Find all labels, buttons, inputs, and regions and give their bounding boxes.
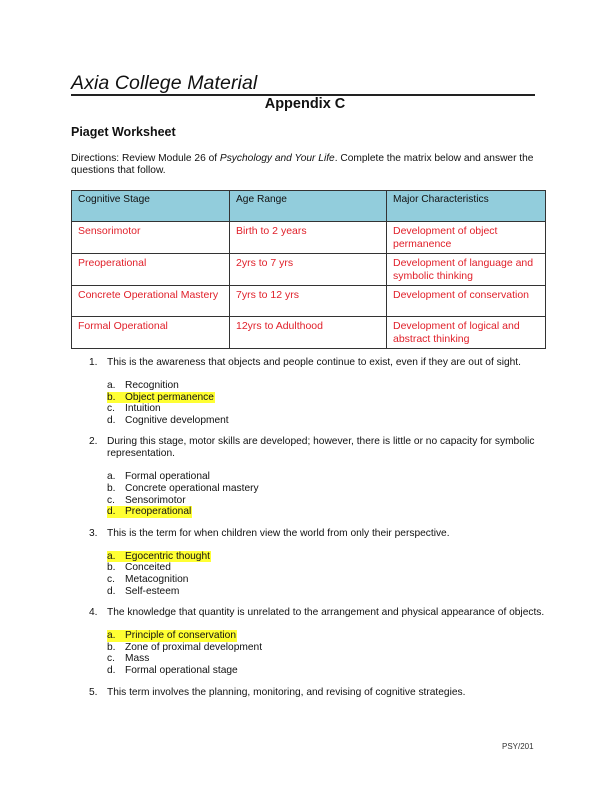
option-letter: d.	[107, 414, 116, 426]
question-prompt	[89, 357, 549, 369]
answer-option	[107, 642, 549, 654]
answer-option	[107, 380, 549, 392]
highlight-mark	[107, 392, 215, 404]
option-text: Intuition	[125, 403, 161, 415]
option-content	[107, 665, 238, 677]
question-text: This is the term for when children view the world from only their perspective.	[107, 527, 450, 539]
cell-major-characteristics: Development of logical and abstract thinking	[387, 317, 546, 349]
answer-option	[107, 653, 549, 665]
option-letter: a.	[107, 380, 116, 391]
option-content	[107, 586, 179, 598]
question-text: This is the awareness that objects and people continue to exist, even if they are out of sight.	[107, 357, 521, 368]
option-content	[107, 403, 161, 415]
option-letter: b.	[107, 562, 116, 574]
option-text: Principle of conservation	[125, 630, 236, 642]
option-text: Preoperational	[125, 506, 192, 518]
answer-option	[107, 471, 549, 483]
question-number: 5.	[89, 686, 98, 698]
option-content	[107, 415, 229, 427]
cell-age-range: Birth to 2 years	[230, 222, 387, 254]
option-text: Formal operational	[125, 471, 210, 483]
option-content	[107, 574, 188, 586]
course-code: PSY/201	[502, 742, 534, 751]
answer-options	[107, 380, 549, 426]
worksheet-title: Piaget Worksheet	[71, 125, 176, 139]
directions-suffix: . Complete the matrix below and answer the questions that follow.	[71, 153, 534, 176]
highlight-mark	[107, 630, 237, 642]
question-list	[89, 357, 549, 709]
answer-options	[107, 630, 549, 676]
answer-option	[107, 403, 549, 415]
cell-age-range: 7yrs to 12 yrs	[230, 286, 387, 317]
cell-age-range: 2yrs to 7 yrs	[230, 254, 387, 286]
option-text: Zone of proximal development	[125, 641, 263, 653]
option-content	[107, 483, 259, 495]
question-item	[89, 436, 549, 517]
option-content	[107, 653, 149, 665]
option-text: Recognition	[125, 380, 179, 391]
option-letter: d.	[107, 585, 116, 597]
option-content	[107, 380, 179, 392]
question-item	[89, 357, 549, 426]
header-cognitive-stage: Cognitive Stage	[72, 191, 230, 222]
option-letter: b.	[107, 482, 116, 494]
table-row	[72, 254, 546, 286]
option-text: Conceited	[125, 562, 171, 574]
answer-option	[107, 574, 549, 586]
option-text: Concrete operational mastery	[125, 482, 259, 494]
header-age-range: Age Range	[230, 191, 387, 222]
answer-option	[107, 483, 549, 495]
option-text: Formal operational stage	[125, 664, 238, 676]
cell-major-characteristics: Development of conservation	[387, 286, 546, 317]
table-row	[72, 222, 546, 254]
answer-options	[107, 471, 549, 517]
answer-option	[107, 415, 549, 427]
question-number: 4.	[89, 607, 98, 619]
cell-major-characteristics: Development of object permanence	[387, 222, 546, 254]
answer-option	[107, 562, 549, 574]
directions-text	[71, 153, 541, 177]
cell-cognitive-stage: Sensorimotor	[72, 222, 230, 254]
cell-major-characteristics: Development of language and symbolic thinking	[387, 254, 546, 286]
option-letter: d.	[107, 506, 116, 518]
option-letter: c.	[107, 403, 115, 415]
option-content	[107, 642, 262, 654]
option-text: Mass	[125, 653, 150, 665]
option-letter: b.	[107, 391, 116, 403]
question-prompt	[89, 607, 549, 619]
cell-age-range: 12yrs to Adulthood	[230, 317, 387, 349]
option-text: Self-esteem	[125, 585, 180, 597]
question-text: The knowledge that quantity is unrelated to the arrangement and physical appearance of objects.	[107, 607, 545, 619]
answer-option-selected	[107, 551, 549, 563]
answer-option-selected	[107, 506, 549, 518]
book-title: Psychology and Your Life	[219, 153, 335, 164]
question-item	[89, 687, 549, 699]
cell-cognitive-stage: Formal Operational	[72, 317, 230, 349]
option-letter: c.	[107, 573, 115, 585]
cell-cognitive-stage: Concrete Operational Mastery	[72, 286, 230, 317]
option-text: Metacognition	[125, 573, 189, 585]
piaget-matrix-table	[71, 190, 546, 349]
cell-cognitive-stage: Preoperational	[72, 254, 230, 286]
table-header-row	[72, 191, 546, 222]
answer-option-selected	[107, 630, 549, 642]
highlight-mark	[107, 506, 192, 518]
option-content	[107, 471, 210, 483]
appendix-title	[0, 96, 606, 112]
question-prompt	[89, 528, 549, 540]
answer-option-selected	[107, 392, 549, 404]
option-letter: c.	[107, 494, 115, 506]
highlight-mark	[107, 551, 211, 563]
question-number: 2.	[89, 436, 98, 448]
directions-prefix: Directions: Review Module 26 of	[71, 153, 220, 164]
question-number: 3.	[89, 527, 98, 539]
header-major-characteristics: Major Characteristics	[387, 191, 546, 222]
answer-option	[107, 586, 549, 598]
option-letter: b.	[107, 641, 116, 653]
option-text: Cognitive development	[125, 414, 229, 426]
question-text: During this stage, motor skills are developed; however, there is little or no capacity for symbolic representation.	[107, 436, 535, 460]
answer-options	[107, 551, 549, 597]
table-row	[72, 286, 546, 317]
table-row	[72, 317, 546, 349]
option-letter: a.	[107, 550, 116, 562]
college-header-title: Axia College Material	[71, 72, 258, 94]
option-text: Object permanence	[125, 391, 214, 403]
answer-option	[107, 665, 549, 677]
question-prompt	[89, 687, 549, 699]
option-text: Sensorimotor	[125, 494, 186, 506]
answer-option	[107, 495, 549, 507]
question-number: 1.	[89, 357, 98, 368]
question-text: This term involves the planning, monitoring, and revising of cognitive strategies.	[107, 686, 466, 698]
option-text: Egocentric thought	[125, 550, 210, 562]
option-letter: d.	[107, 664, 116, 676]
option-content	[107, 562, 171, 574]
question-prompt	[89, 436, 549, 460]
option-content	[107, 495, 186, 507]
option-letter: a.	[107, 630, 116, 642]
appendix-title-text: Appendix C	[264, 96, 346, 112]
question-item	[89, 607, 549, 676]
option-letter: c.	[107, 653, 115, 665]
question-item	[89, 528, 549, 597]
option-letter: a.	[107, 471, 116, 483]
